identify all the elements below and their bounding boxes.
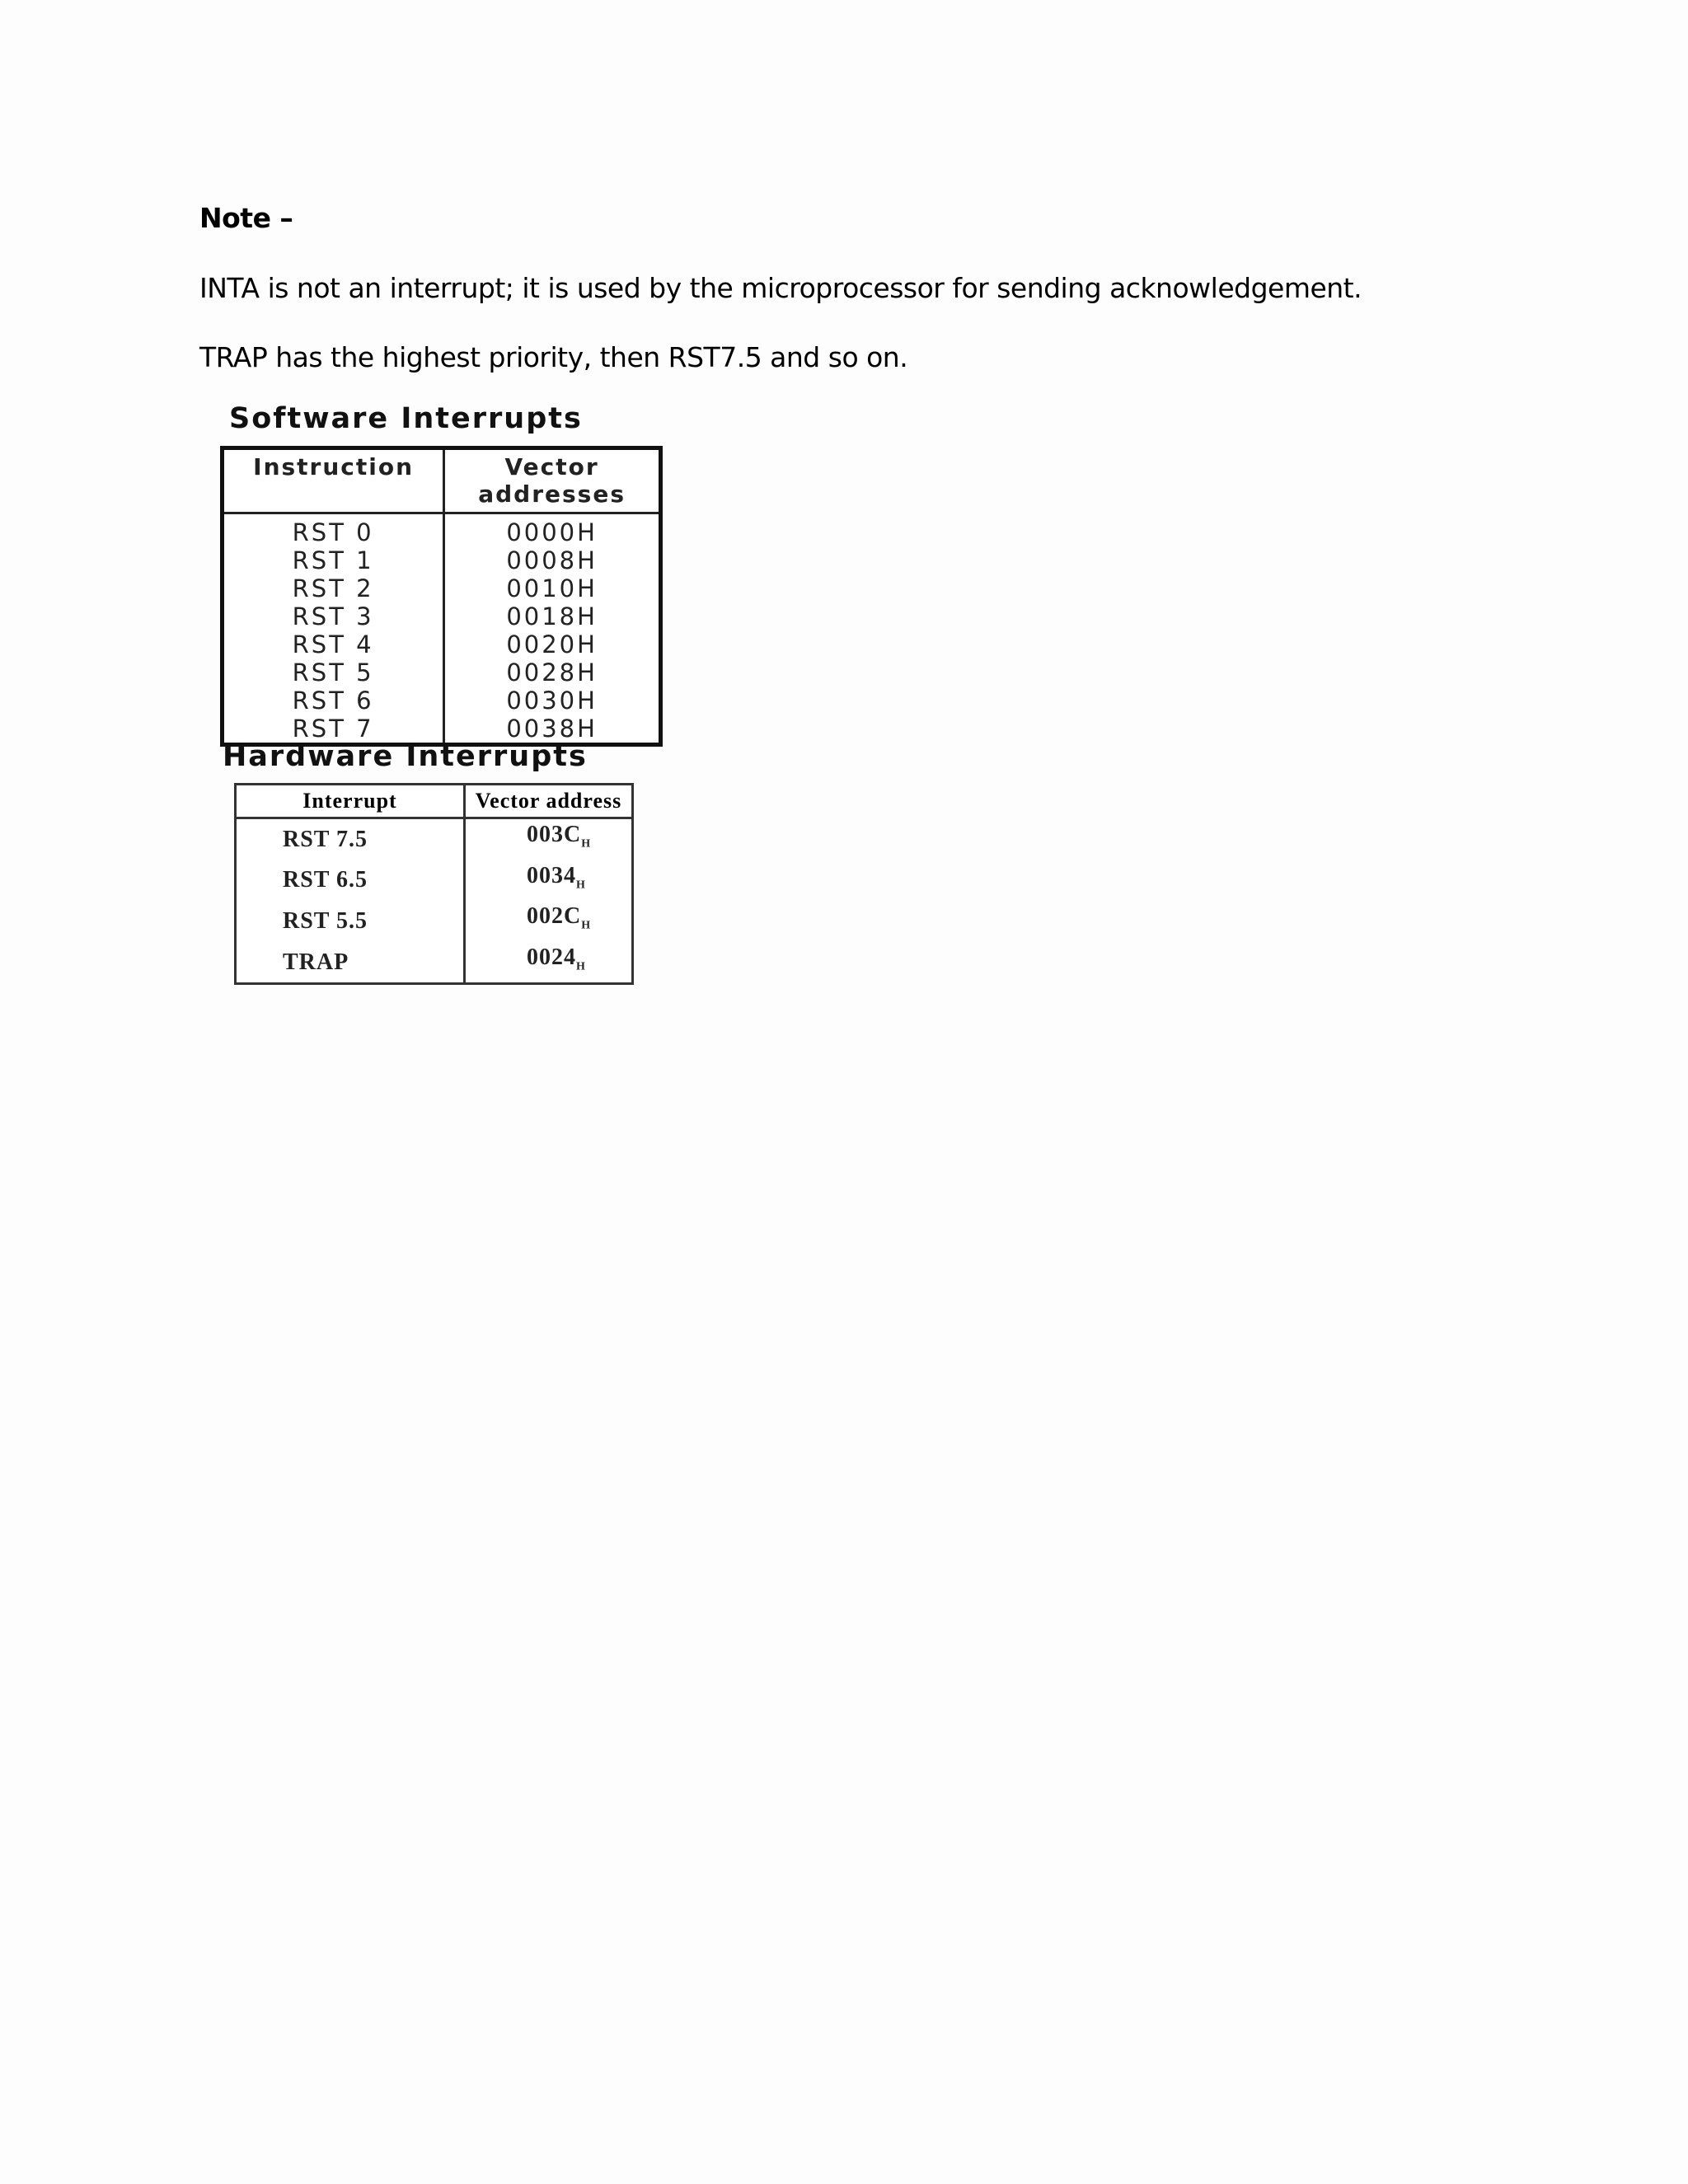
table-row bbox=[223, 546, 661, 574]
vector-address-cell: 0000H bbox=[506, 518, 598, 546]
note-heading: Note – bbox=[199, 202, 293, 234]
hex-suffix: H bbox=[581, 837, 592, 851]
vector-address-cell: 0038H bbox=[506, 715, 598, 743]
table-row bbox=[223, 513, 661, 547]
vector-address-cell: 0008H bbox=[506, 546, 598, 574]
address-value: 0034 bbox=[527, 862, 576, 888]
interrupt-cell: RST 7.5 bbox=[236, 818, 465, 860]
interrupt-cell: RST 5.5 bbox=[236, 901, 465, 942]
instruction-cell: RST 0 bbox=[223, 513, 444, 547]
table-row bbox=[223, 602, 661, 630]
hex-suffix: H bbox=[576, 879, 586, 892]
header-interrupt: Interrupt bbox=[236, 785, 465, 818]
instruction-cell: RST 2 bbox=[223, 574, 444, 602]
vector-address-cell bbox=[465, 901, 633, 942]
vector-address-cell bbox=[465, 942, 633, 984]
table-row bbox=[223, 687, 661, 715]
vector-address-cell: 0028H bbox=[506, 658, 598, 687]
instruction-cell: RST 5 bbox=[223, 658, 444, 687]
instruction-cell: RST 7 bbox=[223, 715, 444, 745]
hardware-interrupts-title: Hardware Interrupts bbox=[223, 740, 588, 773]
header-instruction: Instruction bbox=[223, 448, 444, 513]
table-row bbox=[236, 818, 633, 860]
header-vector-address: Vector address bbox=[465, 785, 633, 818]
vector-address-cell: 0030H bbox=[506, 687, 598, 715]
table-row bbox=[236, 901, 633, 942]
vector-address-cell: 0010H bbox=[506, 574, 598, 602]
address-value: 002C bbox=[527, 903, 582, 930]
instruction-cell: RST 6 bbox=[223, 687, 444, 715]
address-value: 003C bbox=[527, 822, 582, 847]
instruction-cell: RST 3 bbox=[223, 602, 444, 630]
vector-address-cell bbox=[465, 818, 633, 860]
header-vector-addresses: Vector addresses bbox=[444, 448, 661, 513]
table-row bbox=[236, 860, 633, 902]
address-value: 0024 bbox=[527, 944, 576, 970]
vector-address-cell: 0018H bbox=[506, 602, 598, 630]
software-interrupts-table bbox=[220, 446, 663, 747]
paragraph-inta: INTA is not an interrupt; it is used by the microprocessor for sending acknowledgement. bbox=[199, 272, 1362, 304]
interrupt-cell: TRAP bbox=[236, 942, 465, 984]
instruction-cell: RST 4 bbox=[223, 630, 444, 658]
hex-suffix: H bbox=[576, 960, 586, 973]
hex-suffix: H bbox=[581, 919, 592, 932]
table-row bbox=[223, 658, 661, 687]
instruction-cell: RST 1 bbox=[223, 546, 444, 574]
software-interrupts-title: Software Interrupts bbox=[229, 402, 583, 435]
vector-address-cell: 0020H bbox=[506, 630, 598, 658]
paragraph-trap: TRAP has the highest priority, then RST7.5 and so on. bbox=[199, 341, 908, 373]
hardware-interrupts-table bbox=[234, 783, 634, 985]
table-row bbox=[223, 574, 661, 602]
vector-address-cell bbox=[465, 860, 633, 902]
table-row bbox=[223, 630, 661, 658]
interrupt-cell: RST 6.5 bbox=[236, 860, 465, 902]
table-row bbox=[236, 942, 633, 984]
